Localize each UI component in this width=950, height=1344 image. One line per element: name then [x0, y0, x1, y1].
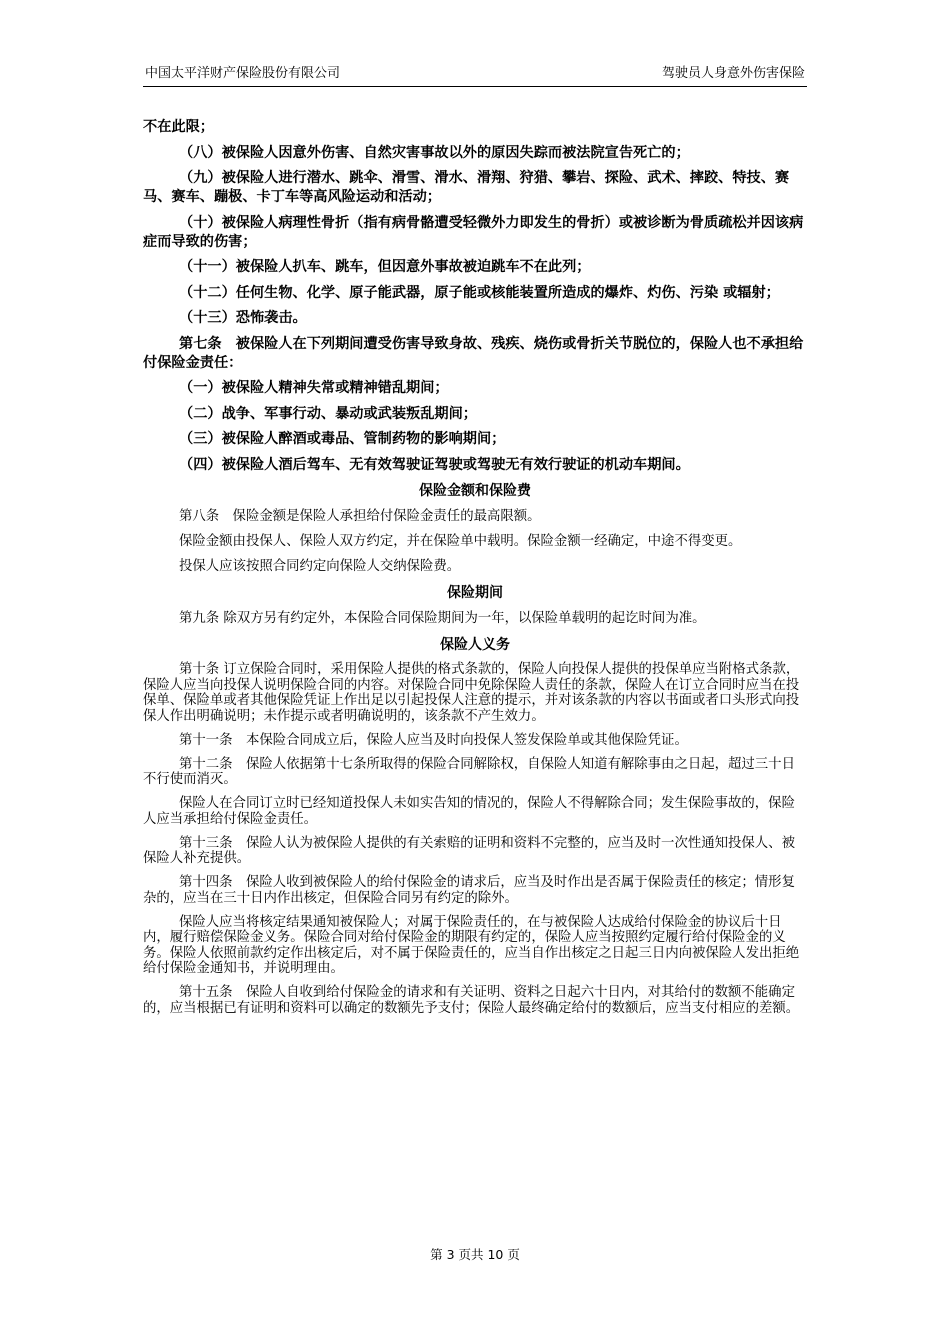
article-14: 第十四条 保险人收到被保险人的给付保险金的请求后，应当及时作出是否属于保险责任的核定；情形复杂的，应当在三十日内作出核定，但保险合同另有约定的除外。: [143, 875, 795, 906]
page-footer: [0, 1247, 950, 1263]
article-8: 第八条 保险金额是保险人承担给付保险金责任的最高限额。: [179, 509, 541, 524]
header-product: 驾驶员人身意外伤害保险: [661, 66, 805, 81]
page-header: [143, 66, 807, 87]
exclusion-period-item: （四）被保险人酒后驾车、无有效驾驶证驾驶或驾驶无有效行驶证的机动车期间。: [179, 456, 690, 473]
section-heading: 保险人义务: [440, 637, 510, 653]
exclusion-period-item: （二）战争、军事行动、暴动或武装叛乱期间；: [179, 405, 477, 422]
exclusion-item: （十）被保险人病理性骨折（指有病骨骼遭受轻微外力即发生的骨折）或被诊断为骨质疏松并因该病症而导致的伤害；: [143, 214, 804, 250]
paragraph: 保险人在合同订立时已经知道投保人未如实告知的情况的，保险人不得解除合同；发生保险事故的，保险人应当承担给付保险金责任。: [143, 796, 795, 827]
article-13: 第十三条 保险人认为被保险人提供的有关索赔的证明和资料不完整的，应当及时一次性通知投保人、被保险人补充提供。: [143, 835, 795, 866]
exclusion-item: （九）被保险人进行潜水、跳伞、滑雪、滑水、滑翔、狩猎、攀岩、探险、武术、摔跤、特技、赛马、赛车、蹦极、卡丁车等高风险运动和活动；: [143, 170, 790, 205]
paragraph: 投保人应该按照合同约定向保险人交纳保险费。: [179, 559, 461, 574]
exclusion-period-item: （一）被保险人精神失常或精神错乱期间；: [179, 380, 449, 396]
page-number: 第 3 页共 10 页: [430, 1247, 520, 1262]
section-heading: 保险金额和保险费: [419, 483, 531, 499]
paragraph: 保险金额由投保人、保险人双方约定，并在保险单中载明。保险金额一经确定，中途不得变更。: [179, 534, 742, 549]
exclusion-item: （十三）恐怖袭击。: [179, 310, 307, 326]
exclusion-item: （八）被保险人因意外伤害、自然灾害事故以外的原因失踪而被法院宣告死亡的；: [179, 144, 690, 161]
paragraph: 不在此限；: [143, 119, 214, 135]
exclusion-item: （十二）任何生物、化学、原子能武器，原子能或核能装置所造成的爆炸、灼伤、污染 或辐射；: [179, 284, 780, 301]
exclusion-period-item: （三）被保险人醉酒或毒品、管制药物的影响期间；: [179, 431, 506, 447]
section-heading: 保险期间: [447, 585, 503, 601]
document-body: [143, 118, 807, 1025]
paragraph: 保险人应当将核定结果通知被保险人；对属于保险责任的，在与被保险人达成给付保险金的协议后十日内，履行赔偿保险金义务。保险合同对给付保险金的期限有约定的，保险人应当按照约定履行给付保险金的义务。保险人依照前款约定作出核定后，对不属于保险责任的，应当自作出核定之日起三日内向被保险人发出拒绝给付保险金通知书，并说明理由。: [143, 914, 800, 976]
article-12: 第十二条 保险人依据第十七条所取得的保险合同解除权，自保险人知道有解除事由之日起，超过三十日不行使而消灭。: [143, 756, 795, 787]
article-9: 第九条 除双方另有约定外，本保险合同保险期间为一年，以保险单载明的起讫时间为准。: [179, 611, 706, 626]
article-11: 第十一条 本保险合同成立后，保险人应当及时向投保人签发保险单或其他保险凭证。: [179, 732, 688, 748]
article-7: 第七条 被保险人在下列期间遭受伤害导致身故、残疾、烧伤或骨折关节脱位的，保险人也不承担给付保险金责任：: [143, 335, 804, 371]
exclusion-item: （十一）被保险人扒车、跳车，但因意外事故被迫跳车不在此列；: [179, 259, 591, 275]
article-15: 第十五条 保险人自收到给付保险金的请求和有关证明、资料之日起六十日内，对其给付的数额不能确定的，应当根据已有证明和资料可以确定的数额先予支付；保险人最终确定给付的数额后，应当支付相应的差额。: [143, 985, 800, 1016]
article-10: 第十条 订立保险合同时，采用保险人提供的格式条款的，保险人向投保人提供的投保单应当附格式条款，保险人应当向投保人说明保险合同的内容。对保险合同中免除保险人责任的条款，保险人在订立合同时应当在投保单、保险单或者其他保险凭证上作出足以引起投保人注意的提示，并对该条款的内容以书面或者口头形式向投保人作出明确说明；未作提示或者明确说明的，该条款不产生效力。: [143, 662, 800, 724]
header-company: 中国太平洋财产保险股份有限公司: [145, 66, 341, 81]
